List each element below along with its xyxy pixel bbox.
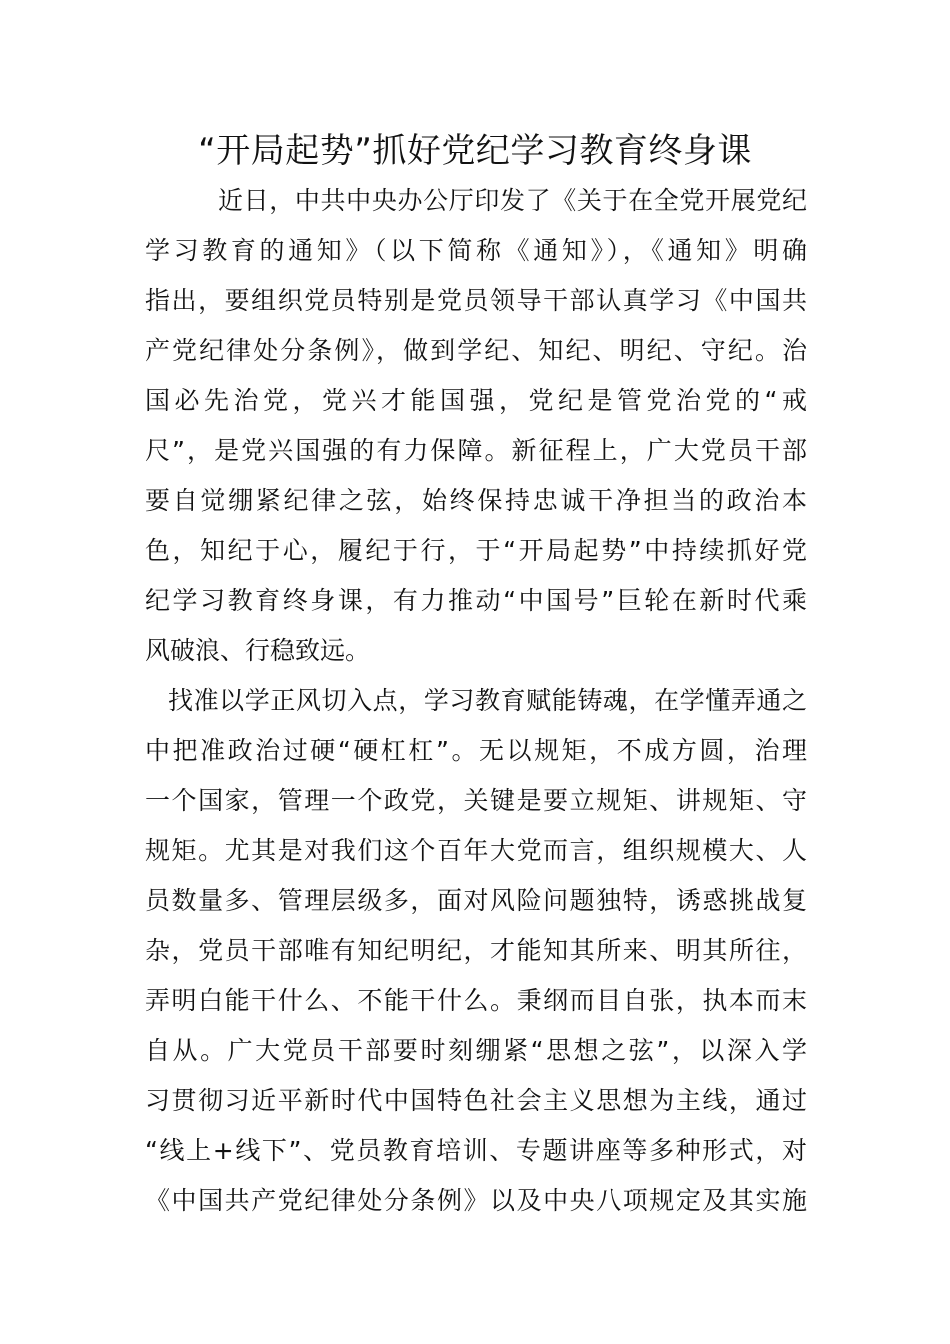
paragraph-line: 杂，党员干部唯有知纪明纪，才能知其所来、明其所往， xyxy=(145,936,807,965)
paragraph-line: 学习教育的通知》（以下简称《通知》），《通知》明确 xyxy=(145,236,807,265)
paragraph-line: 要自觉绷紧纪律之弦，始终保持忠诚干净担当的政治本 xyxy=(145,486,807,515)
paragraph-line: 色，知纪于心，履纪于行，于“开局起势”中持续抓好党 xyxy=(145,536,807,565)
paragraph-line: 风破浪、行稳致远。 xyxy=(145,636,371,665)
paragraph-line: 国必先治党，党兴才能国强，党纪是管党治党的“戒 xyxy=(145,386,807,415)
document-title: “开局起势”抓好党纪学习教育终身课 xyxy=(198,131,752,171)
paragraph-line: 尺”，是党兴国强的有力保障。新征程上，广大党员干部 xyxy=(145,436,807,465)
paragraph-line: 找准以学正风切入点，学习教育赋能铸魂，在学懂弄通之 xyxy=(168,686,807,715)
paragraph-line: 弄明白能干什么、不能干什么。秉纲而目自张，执本而末 xyxy=(145,986,807,1015)
paragraph-line: 指出，要组织党员特别是党员领导干部认真学习《中国共 xyxy=(145,286,807,315)
paragraph-line: 习贯彻习近平新时代中国特色社会主义思想为主线，通过 xyxy=(145,1086,807,1115)
paragraph-line: 纪学习教育终身课，有力推动“中国号”巨轮在新时代乘 xyxy=(145,586,807,615)
paragraph-line: 自从。广大党员干部要时刻绷紧“思想之弦”，以深入学 xyxy=(145,1036,807,1065)
paragraph-line: 员数量多、管理层级多，面对风险问题独特，诱惑挑战复 xyxy=(145,886,807,915)
paragraph-line: 《中国共产党纪律处分条例》以及中央八项规定及其实施 xyxy=(145,1186,807,1215)
paragraph-line: 近日，中共中央办公厅印发了《关于在全党开展党纪 xyxy=(218,186,807,215)
paragraph-line: 中把准政治过硬“硬杠杠”。无以规矩，不成方圆，治理 xyxy=(145,736,807,765)
paragraph-line: “线上+线下”、党员教育培训、专题讲座等多种形式，对 xyxy=(145,1136,807,1165)
paragraph-line: 规矩。尤其是对我们这个百年大党而言，组织规模大、人 xyxy=(145,836,807,865)
paragraph-line: 产党纪律处分条例》，做到学纪、知纪、明纪、守纪。治 xyxy=(145,336,807,365)
paragraph-line: 一个国家，管理一个政党，关键是要立规矩、讲规矩、守 xyxy=(145,786,807,815)
